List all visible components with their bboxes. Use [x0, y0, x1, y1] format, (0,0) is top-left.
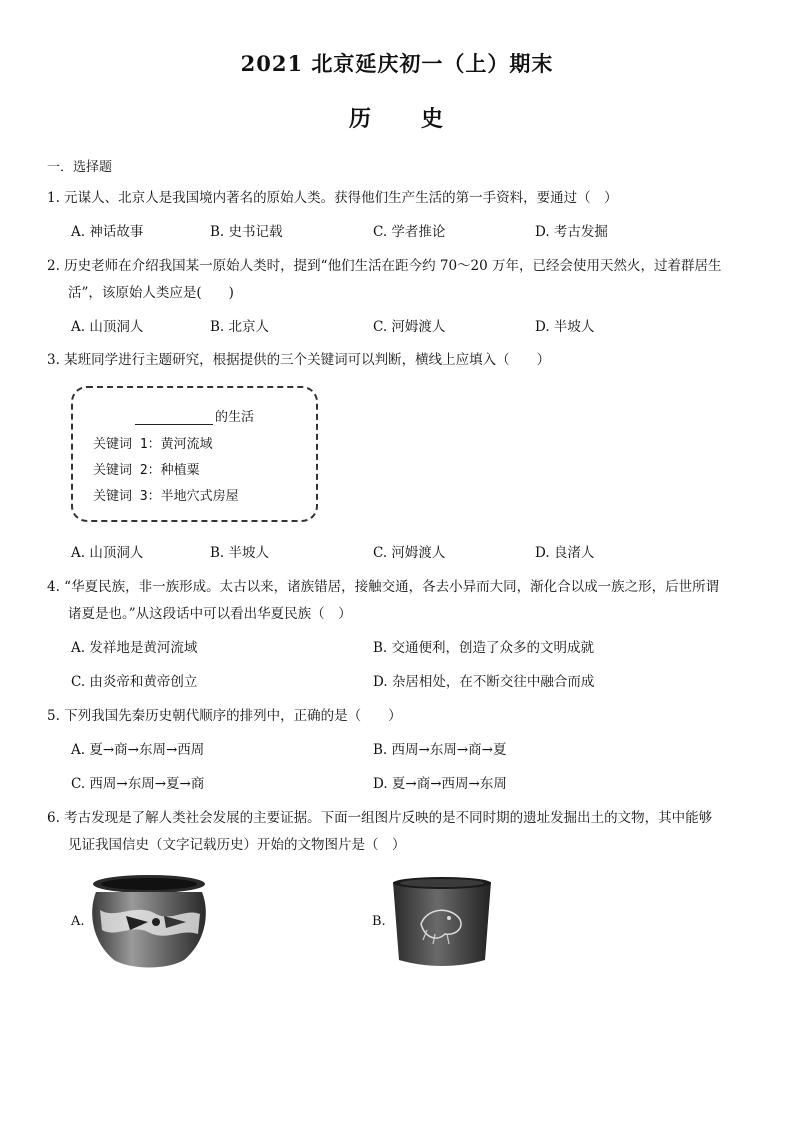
option-b[interactable]: B. 北京人 [210, 319, 270, 335]
keyword-box [71, 386, 318, 522]
question-stem-line: 4. “华夏民族，非一族形成。太古以来，诸族错居，接触交通，各去小异而大同，渐化合以成一族之形，后世所谓 [47, 579, 720, 595]
keyword-3: 关键词 3：半地穴式房屋 [93, 489, 239, 504]
question-2-stem [47, 253, 747, 307]
option-c[interactable]: C. 河姆渡人 [373, 545, 446, 561]
question-1-stem [47, 185, 747, 212]
option-a[interactable]: A. 发祥地是黄河流域 [71, 640, 198, 656]
option-a[interactable]: A. 神话故事 [71, 224, 144, 240]
question-5-stem [47, 703, 747, 730]
option-b[interactable]: B. 史书记载 [210, 224, 283, 240]
question-stem-line: 诸夏是也。”从这段话中可以看出华夏民族（ ） [68, 606, 352, 622]
option-b[interactable]: B. 半坡人 [210, 545, 270, 561]
question-4-stem [47, 574, 747, 628]
option-a[interactable]: A. 夏→商→东周→西周 [71, 742, 205, 758]
option-d[interactable]: D. 考古发掘 [535, 224, 608, 240]
question-3-stem [47, 347, 747, 374]
question-stem-line: 6. 考古发现是了解人类社会发展的主要证据。下面一组图片反映的是不同时期的遗址发掘出土的文物，其中能够 [47, 810, 713, 826]
keyword-2: 关键词 2：种植粟 [93, 463, 200, 478]
question-stem-line: 1. 元谋人、北京人是我国境内著名的原始人类。获得他们生产生活的第一手资料，要通过（ ） [47, 190, 618, 206]
section-heading: 一．选择题 [47, 160, 113, 175]
subject-title: 历 史 [348, 106, 445, 132]
question-stem-line: 活”，该原始人类应是( ) [68, 285, 234, 301]
painted-pottery-image[interactable] [86, 872, 212, 972]
exam-title: 2021 北京延庆初一（上）期末 [240, 51, 554, 76]
fill-blank [135, 410, 213, 425]
option-c[interactable]: C. 学者推论 [373, 224, 446, 240]
option-b[interactable]: B. [372, 914, 386, 929]
option-d[interactable]: D. 半坡人 [535, 319, 595, 335]
option-b[interactable]: B. 西周→东周→商→夏 [373, 742, 507, 758]
question-stem-line: 5. 下列我国先秦历史朝代顺序的排列中，正确的是（ ） [47, 708, 402, 724]
black-pottery-cup-image[interactable] [387, 874, 497, 970]
keyword-1: 关键词 1：黄河流域 [93, 437, 213, 452]
option-d[interactable]: D. 良渚人 [535, 545, 595, 561]
option-b[interactable]: B. 交通便利，创造了众多的文明成就 [373, 640, 595, 656]
option-d[interactable]: D. 杂居相处，在不断交往中融合而成 [373, 674, 595, 690]
option-a[interactable]: A. [71, 914, 85, 929]
option-c[interactable]: C. 河姆渡人 [373, 319, 446, 335]
question-6-stem [47, 805, 747, 859]
keyword-heading: 的生活 [135, 406, 254, 425]
question-stem-line: 2. 历史老师在介绍我国某一原始人类时，提到“他们生活在距今约 70～20 万年，已经会使用天然火，过着群居生 [47, 258, 722, 274]
option-d[interactable]: D. 夏→商→西周→东周 [373, 776, 507, 792]
option-c[interactable]: C. 由炎帝和黄帝创立 [71, 674, 198, 690]
option-c[interactable]: C. 西周→东周→夏→商 [71, 776, 205, 792]
question-stem-line: 3. 某班同学进行主题研究，根据提供的三个关键词可以判断，横线上应填入（ ） [47, 352, 551, 368]
option-a[interactable]: A. 山顶洞人 [71, 545, 144, 561]
option-a[interactable]: A. 山顶洞人 [71, 319, 144, 335]
question-stem-line: 见证我国信史（文字记载历史）开始的文物图片是（ ） [68, 837, 406, 853]
